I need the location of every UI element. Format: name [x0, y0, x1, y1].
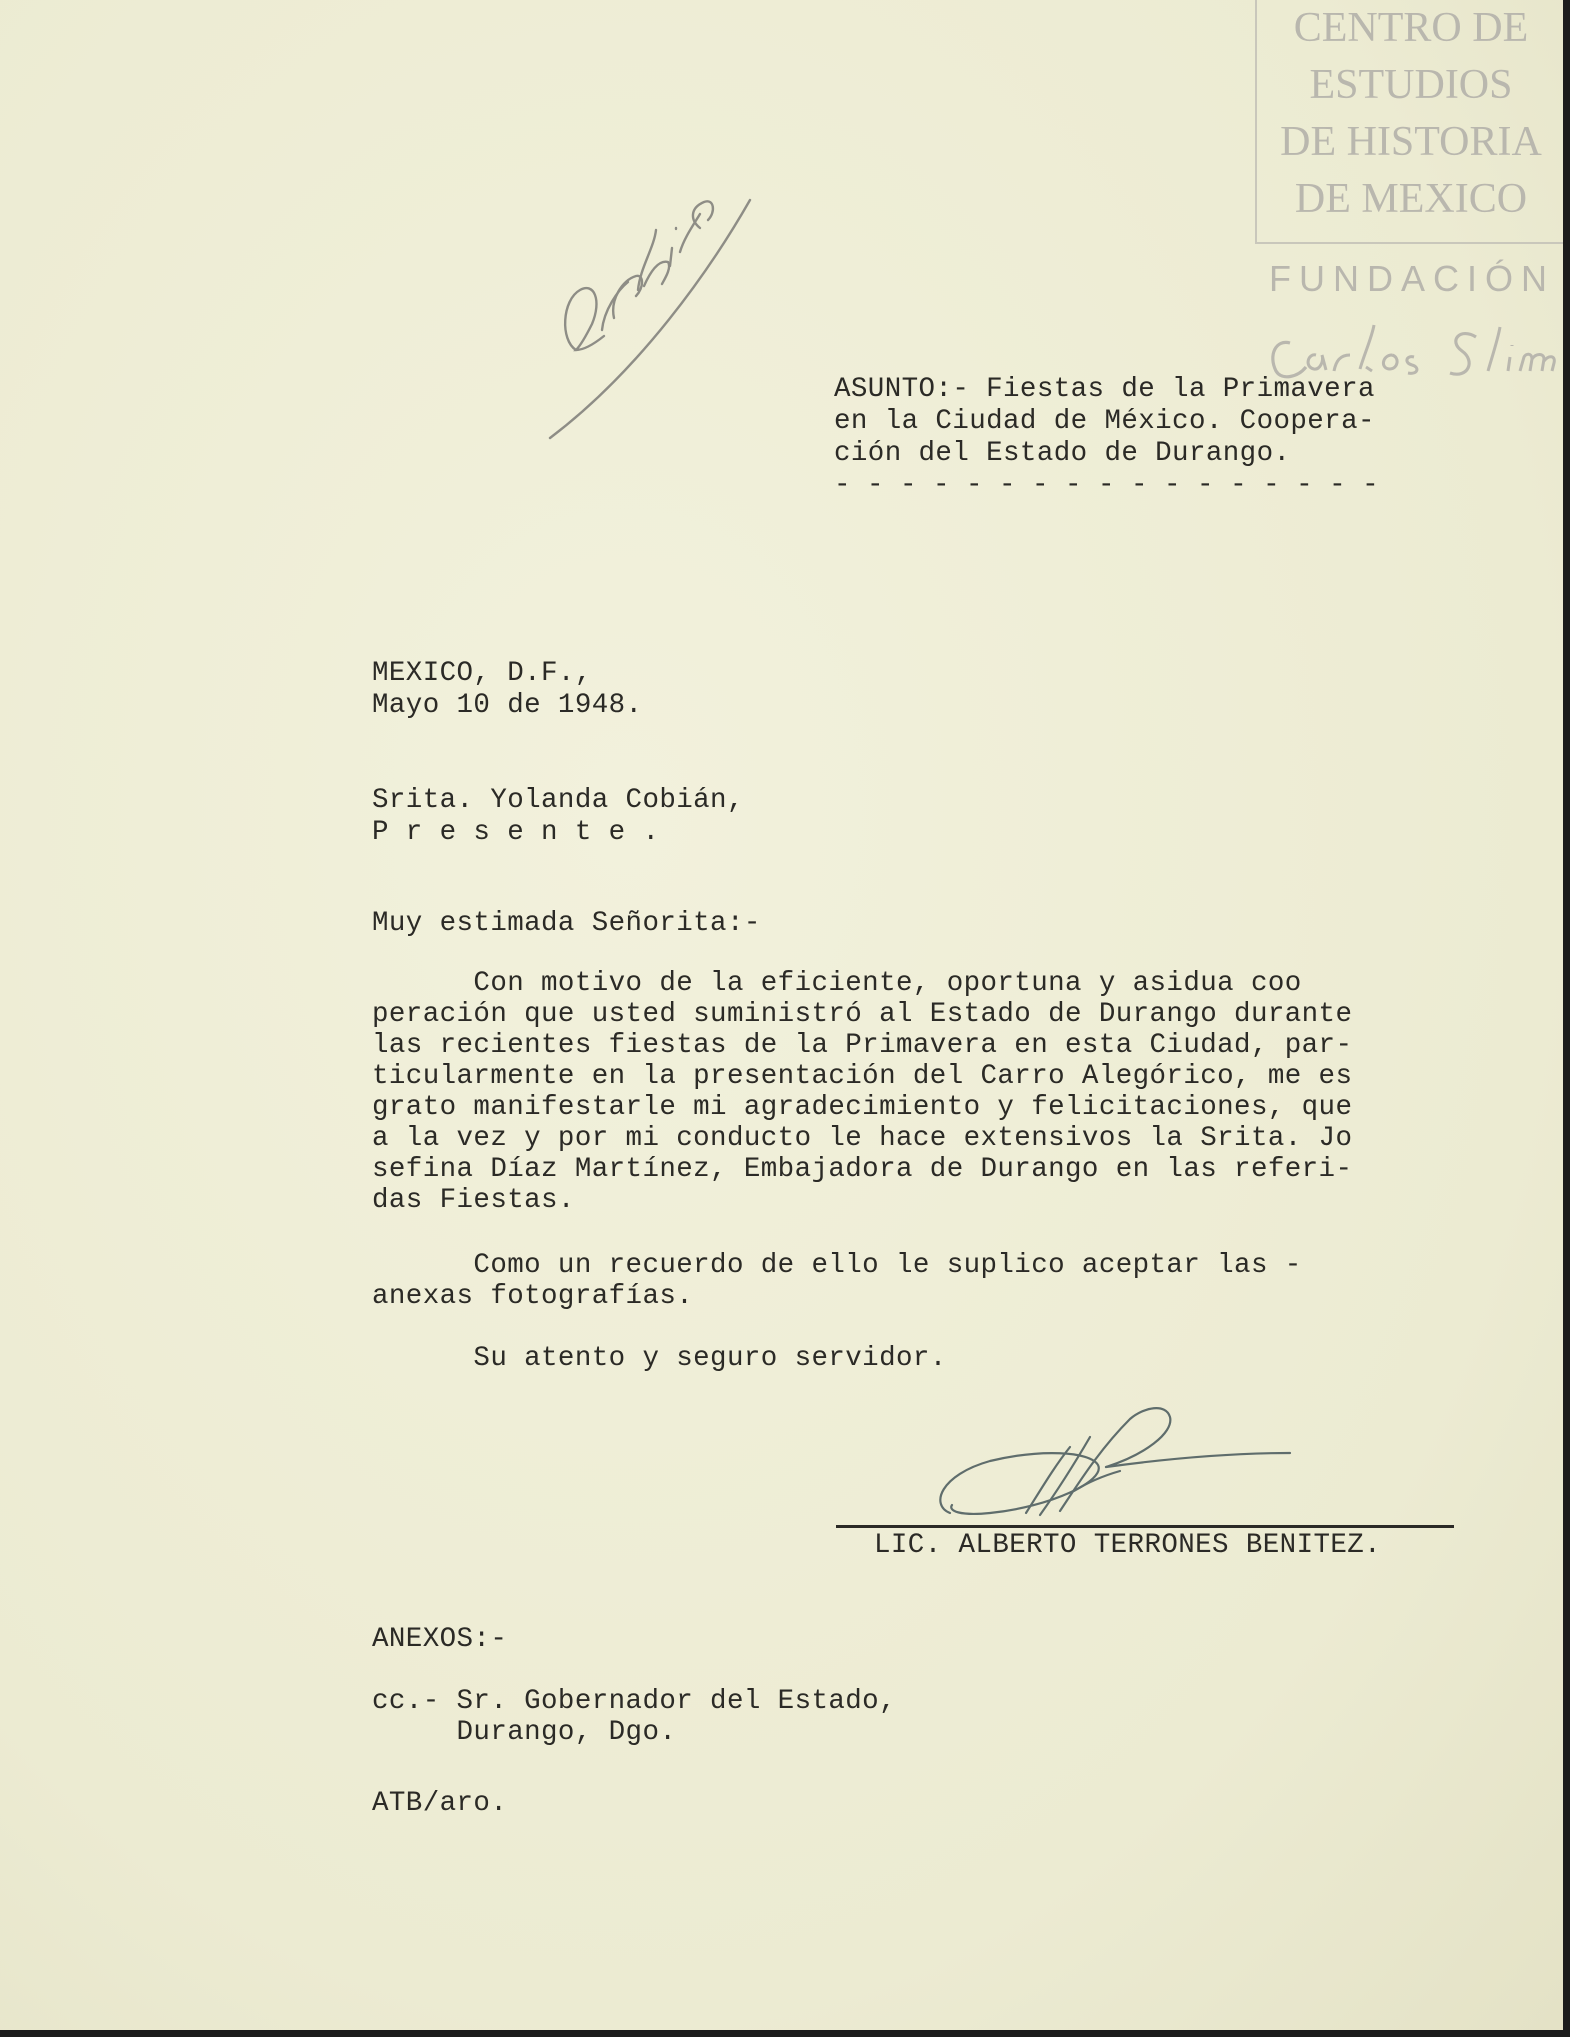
reference-initials: ATB/aro.	[372, 1788, 508, 1819]
body-line: sefina Díaz Martínez, Embajadora de Durango en las referi-	[372, 1154, 1353, 1185]
subject-line-2: en la Ciudad de México. Coopera-	[834, 406, 1375, 437]
body-line: das Fiestas.	[372, 1185, 575, 1216]
body-line: grato manifestarle mi agradecimiento y felicitaciones, que	[372, 1092, 1353, 1123]
body-line: Como un recuerdo de ello le suplico aceptar las -	[372, 1250, 1302, 1281]
cc-line-1: cc.- Sr. Gobernador del Estado,	[372, 1686, 896, 1717]
recipient-presente: P r e s e n t e .	[372, 817, 660, 848]
scan-border-right	[1563, 0, 1570, 2037]
date-line: Mayo 10 de 1948.	[372, 690, 643, 721]
subject-line-1: ASUNTO:- Fiestas de la Primavera	[834, 374, 1375, 405]
recipient-name: Srita. Yolanda Cobián,	[372, 785, 744, 816]
signatory-name: LIC. ALBERTO TERRONES BENITEZ.	[874, 1530, 1382, 1561]
watermark-line-1: CENTRO DE	[1293, 5, 1529, 51]
watermark-line-2: ESTUDIOS	[1309, 62, 1513, 108]
body-line: a la vez y por mi conducto le hace extensivos la Srita. Jo	[372, 1123, 1353, 1154]
closing-line: Su atento y seguro servidor.	[372, 1343, 947, 1374]
handwritten-signature	[930, 1395, 1300, 1535]
signature-rule	[836, 1525, 1454, 1528]
annexes-label: ANEXOS:-	[372, 1624, 508, 1655]
body-line: ticularmente en la presentación del Carro Alegórico, me es	[372, 1061, 1353, 1092]
body-line: Con motivo de la eficiente, oportuna y asidua coo	[372, 968, 1302, 999]
watermark-line-3: DE HISTORIA	[1280, 119, 1542, 165]
watermark-foundation: FUNDACIÓN	[1269, 258, 1555, 299]
subject-dashed-rule: - - - - - - - - - - - - - - - - -	[834, 470, 1379, 501]
body-line: las recientes fiestas de la Primavera en esta Ciudad, par-	[372, 1030, 1353, 1061]
pencil-archivo-note	[540, 150, 800, 450]
salutation: Muy estimada Señorita:-	[372, 908, 761, 939]
archive-watermark	[1255, 0, 1563, 244]
subject-line-3: ción del Estado de Durango.	[834, 438, 1291, 469]
body-line: peración que usted suministró al Estado de Durango durante	[372, 999, 1353, 1030]
cc-line-2: Durango, Dgo.	[372, 1717, 677, 1748]
scan-border-bottom	[0, 2030, 1570, 2037]
place-line: MEXICO, D.F.,	[372, 658, 592, 689]
watermark-line-4: DE MEXICO	[1294, 176, 1528, 222]
body-line: anexas fotografías.	[372, 1281, 694, 1312]
